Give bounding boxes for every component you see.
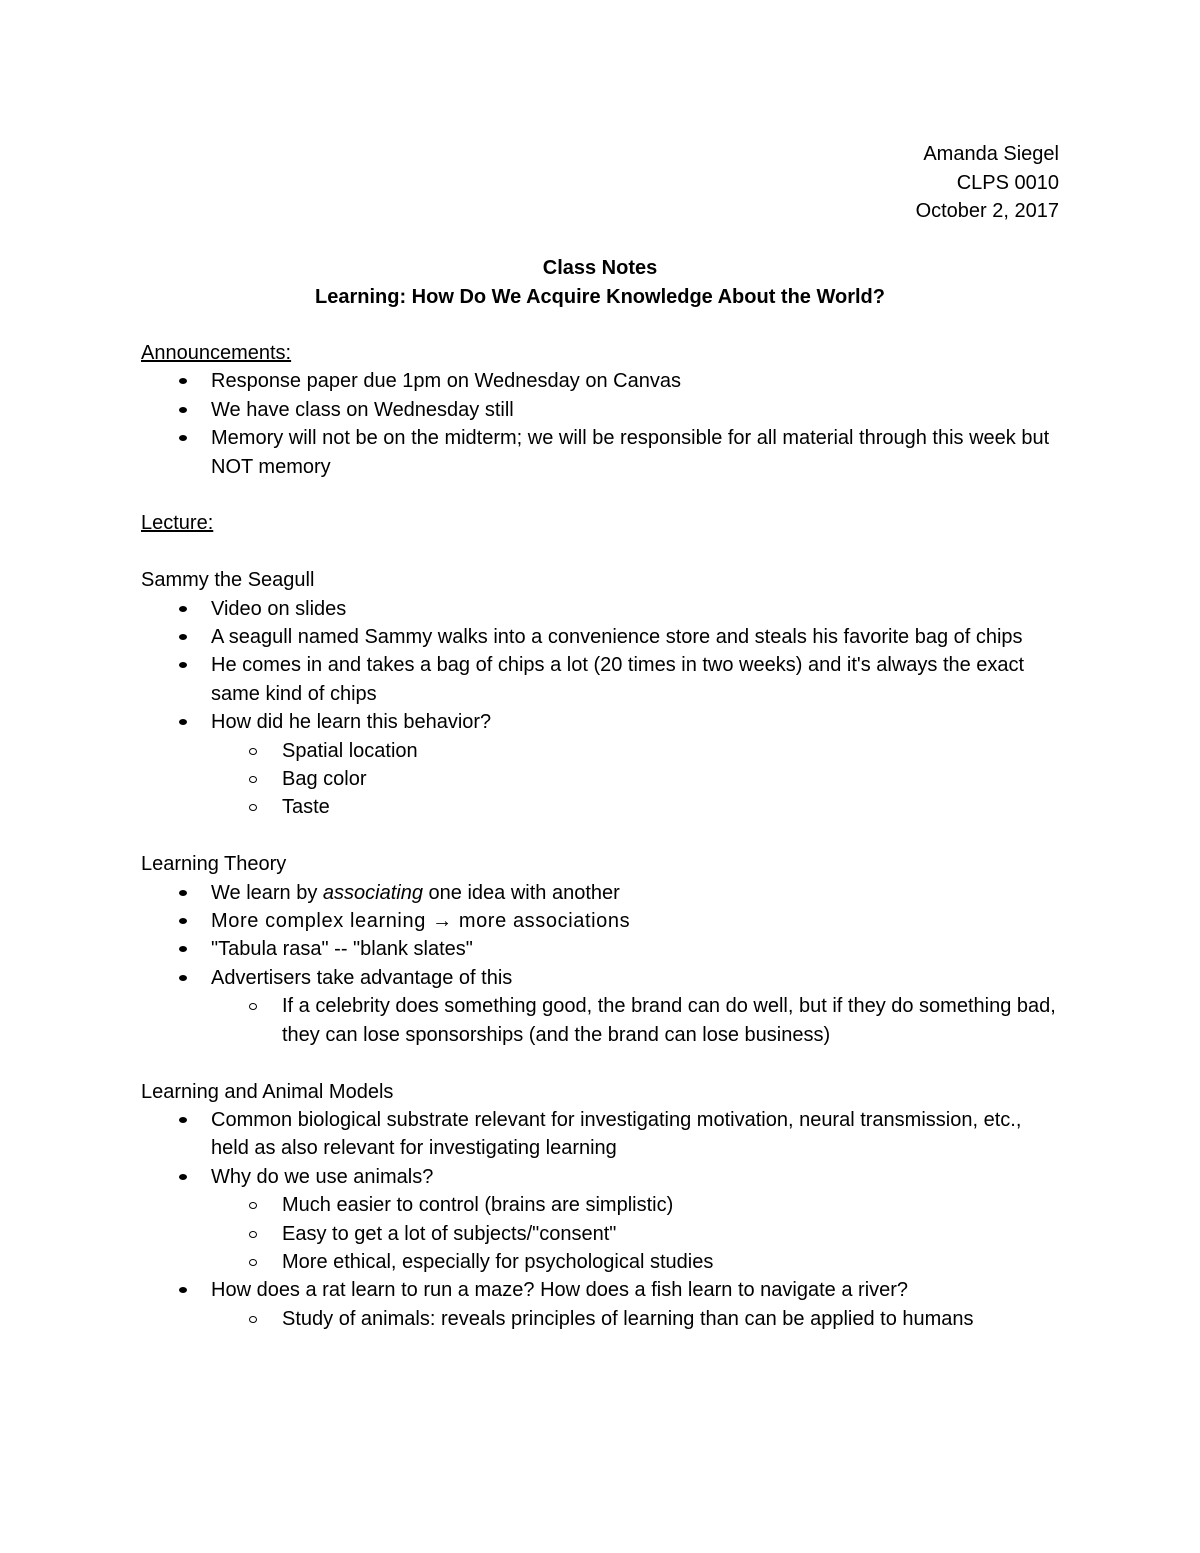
document-date: October 2, 2017 <box>915 200 1059 222</box>
list-item <box>141 708 1061 736</box>
document-titles <box>0 254 1200 312</box>
sammy-sublist <box>211 737 1061 822</box>
section-heading-sammy: Sammy the Seagull <box>141 569 315 592</box>
course-code: CLPS 0010 <box>956 171 1059 194</box>
emphasized-word: associating <box>322 881 423 904</box>
sublist-item: Much easier to control (brains are simplistic) <box>211 1191 1061 1219</box>
section-heading-theory: Learning Theory <box>141 853 287 876</box>
sublist-item: Study of animals: reveals principles of learning than can be applied to humans <box>211 1305 1061 1333</box>
section-heading-animal: Learning and Animal Models <box>141 1080 394 1103</box>
list-item: We have class on Wednesday still <box>141 396 1061 424</box>
lecture-heading: Lecture: <box>141 512 214 535</box>
sammy-list <box>141 595 1061 737</box>
list-item <box>141 879 1061 907</box>
list-item: How does a rat learn to run a maze? How does a fish learn to navigate a river? <box>141 1276 1061 1304</box>
list-item-text-pre: We learn by <box>211 881 323 904</box>
list-item-text: How did he learn this behavior? <box>211 711 492 734</box>
animal-why-sublist <box>211 1191 1061 1276</box>
list-item: Memory will not be on the midterm; we will be responsible for all material through this week but NOT memory <box>141 424 1061 481</box>
sublist-item: If a celebrity does something good, the brand can do well, but if they do something bad, they can lose sponsorships (and the brand can lose business) <box>211 992 1061 1049</box>
list-item: He comes in and takes a bag of chips a lot (20 times in two weeks) and it's always the exact same kind of chips <box>141 651 1061 708</box>
list-item: Advertisers take advantage of this <box>141 964 1061 992</box>
announcements-list <box>141 367 1061 481</box>
list-item: Why do we use animals? <box>141 1163 1061 1191</box>
document-subtitle: Learning: How Do We Acquire Knowledge About the World? <box>315 286 885 308</box>
sublist-item: Bag color <box>211 765 1061 793</box>
document-header <box>916 140 1059 226</box>
list-item: More complex learning → more associations <box>141 907 1061 935</box>
document-title: Class Notes <box>542 257 658 279</box>
author-name: Amanda Siegel <box>923 143 1059 165</box>
animal-how-sublist <box>211 1305 1061 1333</box>
sublist-item: Easy to get a lot of subjects/"consent" <box>211 1220 1061 1248</box>
announcements-heading: Announcements: <box>141 342 292 364</box>
list-item: Response paper due 1pm on Wednesday on Canvas <box>141 367 1061 395</box>
list-item: A seagull named Sammy walks into a convenience store and steals his favorite bag of chips <box>141 623 1061 651</box>
sublist-item: Spatial location <box>211 737 1061 765</box>
notes-body <box>141 339 1061 1333</box>
theory-list <box>141 879 1061 993</box>
animal-list-continued <box>141 1276 1061 1304</box>
list-item: Video on slides <box>141 595 1061 623</box>
list-item-text-post: one idea with another <box>422 881 620 904</box>
sublist-item: More ethical, especially for psychological studies <box>211 1248 1061 1276</box>
list-item: Common biological substrate relevant for investigating motivation, neural transmission, etc., held as also relevant for investigating learning <box>141 1106 1061 1163</box>
list-item: "Tabula rasa" -- "blank slates" <box>141 935 1061 963</box>
sublist-item: Taste <box>211 793 1061 821</box>
theory-sublist <box>211 992 1061 1049</box>
animal-list <box>141 1106 1061 1191</box>
